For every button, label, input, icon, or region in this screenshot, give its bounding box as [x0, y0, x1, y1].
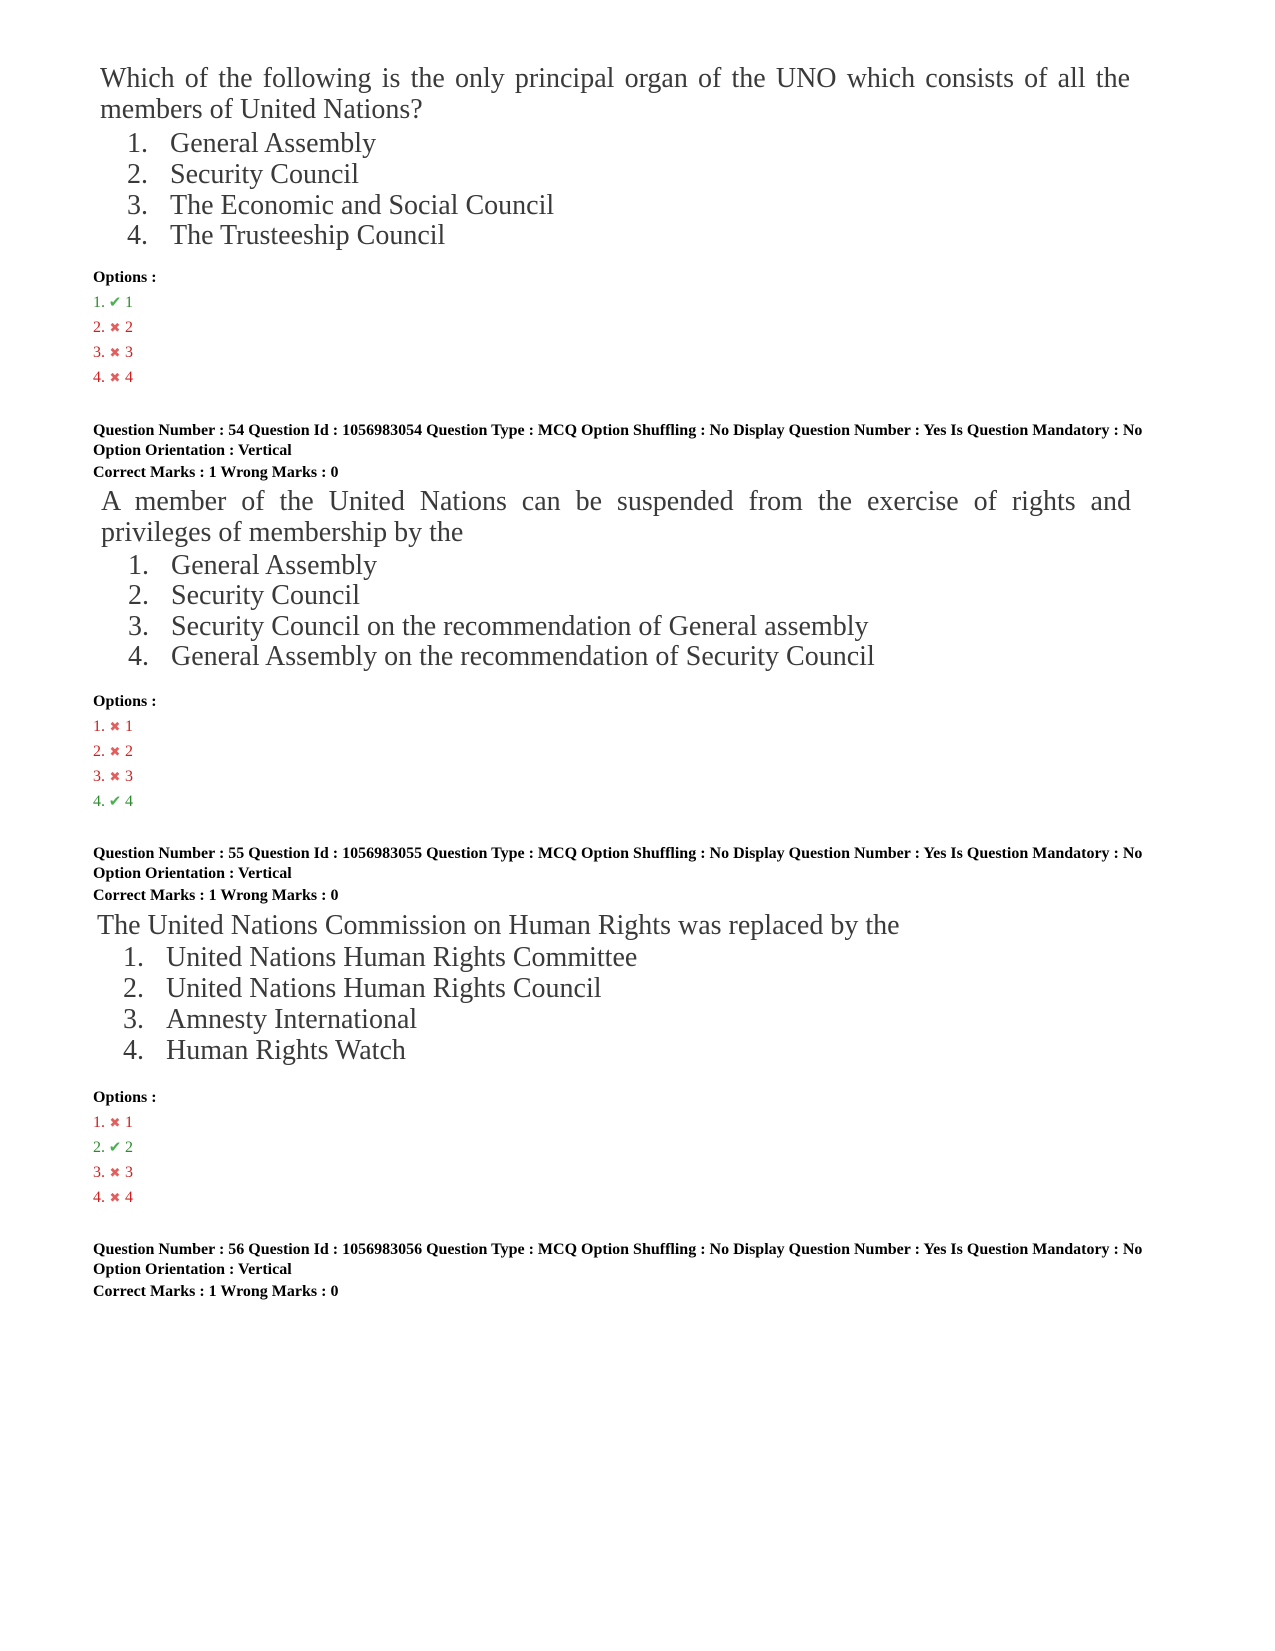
question-option — [100, 220, 445, 251]
option-number: 2. — [128, 580, 149, 611]
answer-number: 3. — [93, 344, 105, 361]
option-number: 3. — [127, 190, 148, 221]
answer-value: 1 — [125, 294, 133, 311]
answer-number: 1. — [93, 718, 105, 735]
answer-number: 2. — [93, 1139, 105, 1156]
answer-number: 2. — [93, 743, 105, 760]
question-option — [101, 611, 868, 642]
answer-number: 4. — [93, 1189, 105, 1206]
cross-icon: ✖ — [109, 320, 121, 335]
answer-value: 2 — [125, 1139, 133, 1156]
option-number: 4. — [123, 1035, 144, 1066]
options-label: Options : — [93, 693, 157, 710]
question-option — [101, 580, 360, 611]
answer-option — [93, 1138, 133, 1158]
answer-option — [93, 1188, 133, 1208]
answer-option — [93, 318, 133, 338]
option-text: General Assembly — [170, 128, 377, 159]
answer-number: 4. — [93, 793, 105, 810]
check-icon: ✔ — [108, 1140, 122, 1156]
answer-option — [93, 767, 133, 787]
answer-value: 2 — [125, 319, 133, 336]
answer-value: 3 — [125, 1164, 133, 1181]
option-text: United Nations Human Rights Council — [166, 973, 602, 1004]
options-label: Options : — [93, 1089, 157, 1106]
option-text: The Economic and Social Council — [170, 190, 555, 221]
answer-number: 1. — [93, 1114, 105, 1131]
answer-value: 3 — [125, 768, 133, 785]
answer-option — [93, 717, 133, 737]
question-option — [96, 1035, 406, 1066]
option-number: 1. — [123, 942, 144, 973]
question-marks: Correct Marks : 1 Wrong Marks : 0 — [93, 1283, 339, 1300]
option-text: Human Rights Watch — [166, 1035, 406, 1066]
option-text: Security Council — [171, 580, 360, 611]
question-marks: Correct Marks : 1 Wrong Marks : 0 — [93, 464, 339, 481]
option-text: The Trusteeship Council — [170, 220, 446, 251]
answer-option — [93, 1113, 133, 1133]
answer-option — [93, 368, 133, 388]
answer-value: 4 — [125, 793, 133, 810]
option-text: General Assembly on the recommendation of Security Council — [171, 641, 875, 672]
answer-number: 1. — [93, 294, 105, 311]
option-number: 4. — [128, 641, 149, 672]
options-label: Options : — [93, 269, 157, 286]
option-number: 3. — [123, 1004, 144, 1035]
question-text: The United Nations Commission on Human Rights was replaced by the — [97, 910, 900, 941]
check-icon: ✔ — [108, 295, 122, 311]
answer-value: 1 — [125, 1114, 133, 1131]
answer-number: 3. — [93, 1164, 105, 1181]
answer-number: 3. — [93, 768, 105, 785]
cross-icon: ✖ — [109, 719, 121, 734]
answer-value: 3 — [125, 344, 133, 361]
question-meta: Question Number : 54 Question Id : 1056983054 Question Type : MCQ Option Shuffling : No Display Question Number : Yes Is Question Mandatory : No Option Orientation : Vertical — [93, 422, 1143, 459]
cross-icon: ✖ — [109, 1115, 121, 1130]
question-meta: Question Number : 56 Question Id : 1056983056 Question Type : MCQ Option Shuffling : No Display Question Number : Yes Is Question Mandatory : No Option Orientation : Vertical — [93, 1241, 1143, 1278]
answer-value: 2 — [125, 743, 133, 760]
cross-icon: ✖ — [109, 769, 121, 784]
question-meta: Question Number : 55 Question Id : 1056983055 Question Type : MCQ Option Shuffling : No Display Question Number : Yes Is Question Mandatory : No Option Orientation : Vertical — [93, 845, 1143, 882]
option-text: Amnesty International — [166, 1004, 418, 1035]
answer-number: 2. — [93, 319, 105, 336]
option-text: United Nations Human Rights Committee — [166, 942, 638, 973]
answer-value: 4 — [125, 1189, 133, 1206]
cross-icon: ✖ — [109, 370, 121, 385]
option-text: Security Council on the recommendation of General assembly — [171, 611, 869, 642]
cross-icon: ✖ — [109, 744, 121, 759]
question-option — [100, 159, 359, 190]
option-number: 1. — [127, 128, 148, 159]
question-option — [96, 1004, 417, 1035]
question-option — [101, 550, 377, 581]
option-number: 2. — [123, 973, 144, 1004]
question-option — [100, 190, 554, 221]
check-icon: ✔ — [108, 794, 122, 810]
question-text: Which of the following is the only principal organ of the UNO which consists of all the members of United Nations? — [100, 63, 1130, 125]
option-number: 1. — [128, 550, 149, 581]
cross-icon: ✖ — [109, 1190, 121, 1205]
option-number: 4. — [127, 220, 148, 251]
option-number: 3. — [128, 611, 149, 642]
cross-icon: ✖ — [109, 345, 121, 360]
answer-value: 1 — [125, 718, 133, 735]
question-option — [96, 942, 637, 973]
answer-option — [93, 293, 133, 313]
option-text: Security Council — [170, 159, 359, 190]
option-text: General Assembly — [171, 550, 378, 581]
question-text: A member of the United Nations can be suspended from the exercise of rights and privileges of membership by the — [101, 486, 1131, 548]
answer-number: 4. — [93, 369, 105, 386]
question-option — [101, 641, 875, 672]
question-marks: Correct Marks : 1 Wrong Marks : 0 — [93, 887, 339, 904]
question-option — [96, 973, 602, 1004]
answer-option — [93, 742, 133, 762]
answer-value: 4 — [125, 369, 133, 386]
cross-icon: ✖ — [109, 1165, 121, 1180]
option-number: 2. — [127, 159, 148, 190]
answer-option — [93, 1163, 133, 1183]
question-option — [100, 128, 376, 159]
answer-option — [93, 343, 133, 363]
answer-option — [93, 792, 133, 812]
